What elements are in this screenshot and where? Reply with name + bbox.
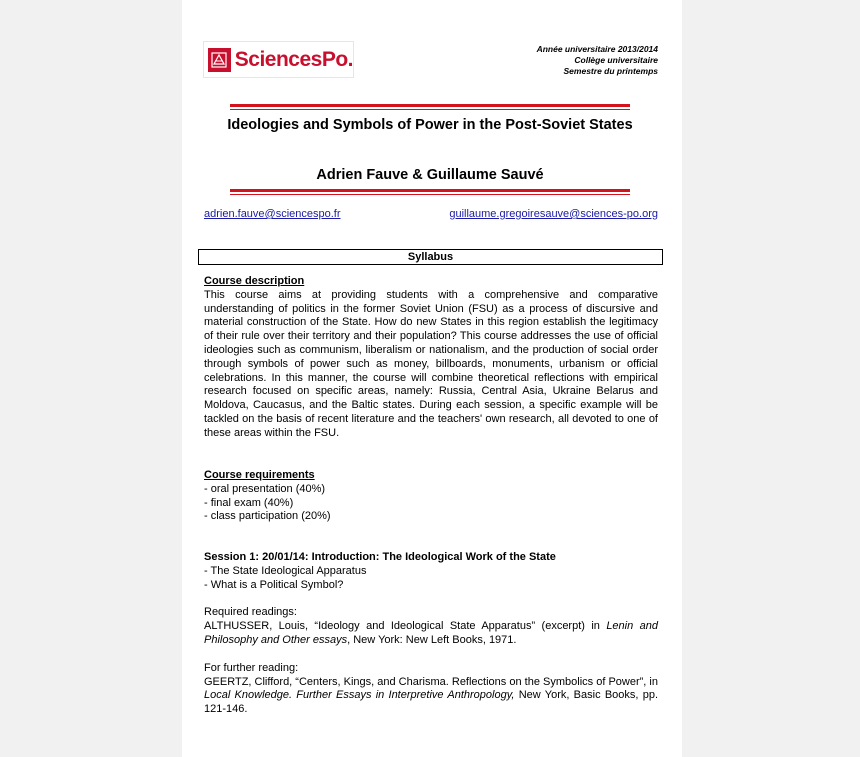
authors: Adrien Fauve & Guillaume Sauvé (316, 167, 544, 183)
citation-text: GEERTZ, Clifford, “Centers, Kings, and Charisma. Reflections on the Symbolics of Power”, in (204, 675, 658, 688)
session-1 (204, 551, 658, 717)
session-heading: Session 1: 20/01/14: Introduction: The Ideological Work of the State (204, 551, 556, 563)
list-item: - The State Ideological Apparatus (204, 564, 367, 577)
logo-text: SciencesPo. (234, 47, 353, 71)
section-heading: Course description (204, 275, 305, 287)
course-requirements (204, 469, 658, 524)
title-rule-bottom (230, 189, 630, 195)
required-readings-label: Required readings: (204, 606, 297, 619)
citation-text: New York, Basic Books, pp. 121-146. (204, 689, 658, 716)
citation-text: , New York: New Left Books, 1971. (347, 633, 517, 646)
meta-line: Année universitaire 2013/2014 (536, 44, 658, 54)
further-reading-label: For further reading: (204, 661, 299, 674)
list-item: - What is a Political Symbol? (204, 578, 344, 591)
sciencespo-logo (203, 41, 354, 78)
course-description (204, 275, 658, 441)
required-reading-citation (204, 620, 658, 648)
citation-text: ALTHUSSER, Louis, “Ideology and Ideological State Apparatus” (excerpt) in (204, 620, 607, 633)
further-reading-citation (204, 676, 658, 717)
course-description-text: This course aims at providing students with a comprehensive and comparative understanding of politics in the former Soviet Union (FSU) as a process of discursive and material construction of the State. How do new States in this region establish the legitimacy of their rule over their territory and their population? This course addresses the use of official ideologies such as communism, liberalism or nationalism, and the production of social order through symbols of power such as money, billboards, monuments, urbanism or official celebrations. In this manner, the course will combine theoretical reflections with empirical research focused on specific areas, namely: Russia, Central Asia, Ukraine Belarus and Moldova, Caucasus, and the Baltic states. During each session, a specific example will be tackled on the basis of recent literature and the teachers' own research, all devoted to one of these areas within the FSU. (204, 288, 658, 439)
email-link-fauve[interactable]: adrien.fauve@sciencespo.fr (204, 208, 341, 220)
email-link-sauve[interactable]: guillaume.gregoiresauve@sciences-po.org (449, 208, 658, 220)
citation-book-title: Lenin and Philosophy and Other essays (204, 620, 658, 646)
title-rule-top (230, 104, 630, 110)
academic-year-info (537, 44, 658, 77)
course-title: Ideologies and Symbols of Power in the Post-Soviet States (227, 117, 633, 133)
meta-line: Collège universitaire (574, 55, 658, 65)
meta-line: Semestre du printemps (563, 66, 658, 76)
citation-book-title: Local Knowledge. Further Essays in Interpretive Anthropology, (204, 689, 515, 702)
section-heading: Course requirements (204, 469, 315, 481)
list-item: - oral presentation (40%) (204, 482, 326, 495)
sciencespo-emblem-icon (208, 48, 231, 72)
list-item: - class participation (20%) (204, 510, 331, 523)
syllabus-banner: Syllabus (198, 249, 663, 265)
list-item: - final exam (40%) (204, 496, 294, 509)
